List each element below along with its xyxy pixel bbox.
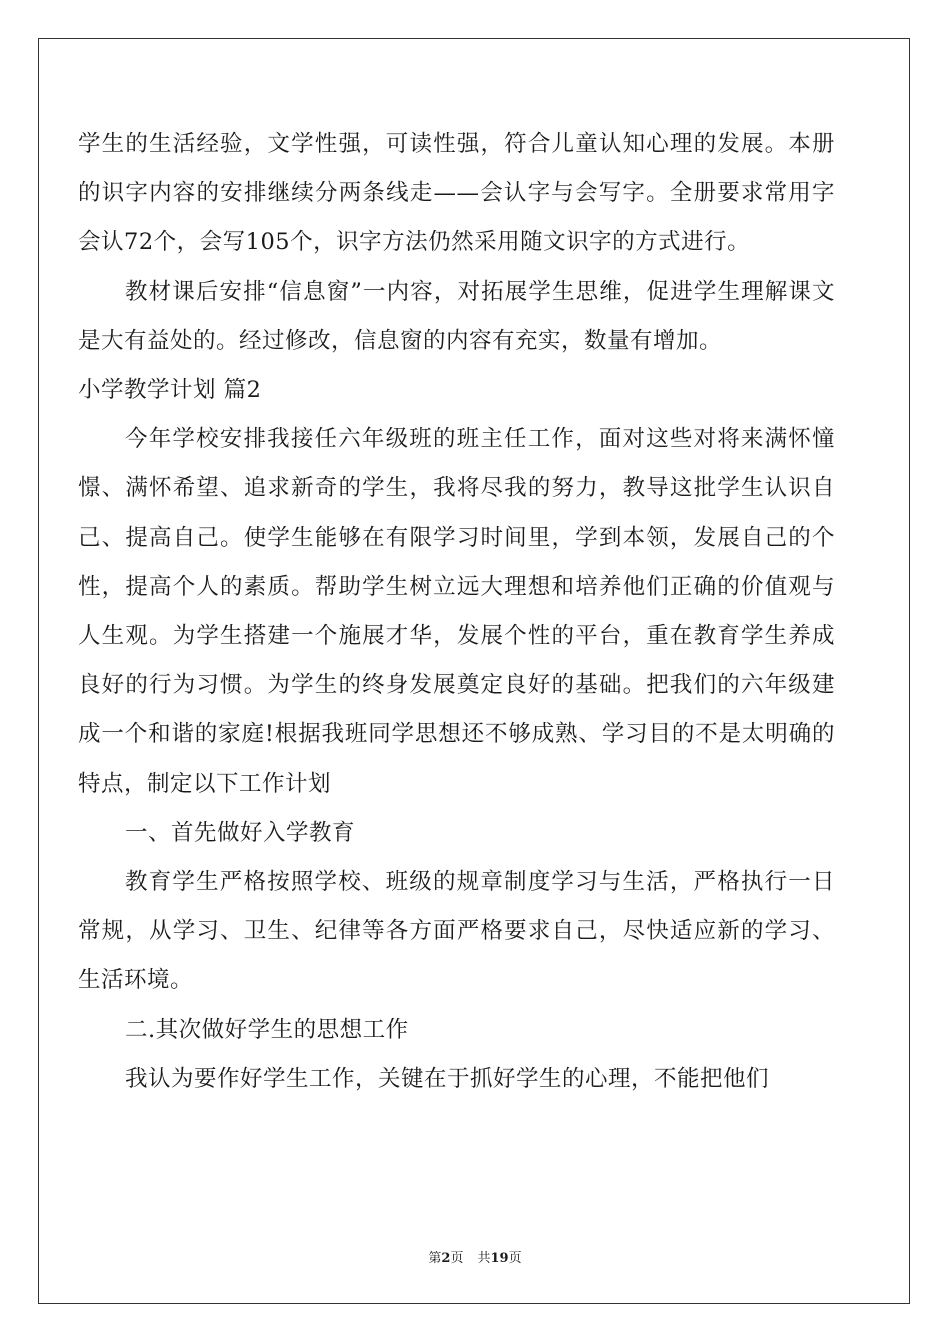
subheading-2: 二.其次做好学生的思想工作 [125,1016,409,1043]
page-suffix: 页 [450,1251,464,1266]
section-heading: 小学教学计划 篇2 [78,377,262,404]
paragraph-1: 学生的生活经验，文学性强，可读性强，符合儿童认知心理的发展。本册的识字内容的安排继续分两条线走——会认字与会写字。全册要求常用字会认72个，会写105个，识字方法仍然采用随文识字的方式进行。 [78,131,835,256]
page-total: 19 [490,1251,509,1266]
paragraph-3: 今年学校安排我接任六年级班的班主任工作，面对这些对将来满怀憧憬、满怀希望、追求新奇的学生，我将尽我的努力，教导这批学生认识自己、提高自己。使学生能够在有限学习时间里，学到本领，发展自己的个性，提高个人的素质。帮助学生树立远大理想和培养他们正确的价值观与人生观。为学生搭建一个施展才华，发展个性的平台，重在教育学生养成良好的行为习惯。为学生的终身发展奠定良好的基础。把我们的六年级建成一个和谐的家庭!根据我班同学思想还不够成熟、学习目的不是太明确的特点，制定以下工作计划 [78,426,835,797]
paragraph-4: 教育学生严格按照学校、班级的规章制度学习与生活，严格执行一日常规，从学习、卫生、纪律等各方面严格要求自己，尽快适应新的学习、生活环境。 [78,869,835,994]
total-suffix: 页 [508,1251,522,1266]
page-prefix: 第 [428,1251,442,1266]
paragraph-2: 教材课后安排“信息窗”一内容，对拓展学生思维，促进学生理解课文是大有益处的。经过修改，信息窗的内容有充实，数量有增加。 [78,278,835,354]
paragraph-5: 我认为要作好学生工作，关键在于抓好学生的心理，不能把他们 [125,1065,770,1092]
document-body [78,120,835,1104]
page-current: 2 [441,1251,451,1266]
total-prefix: 共 [477,1251,491,1266]
page-footer [0,1247,950,1266]
subheading-1: 一、首先做好入学教育 [125,819,356,846]
